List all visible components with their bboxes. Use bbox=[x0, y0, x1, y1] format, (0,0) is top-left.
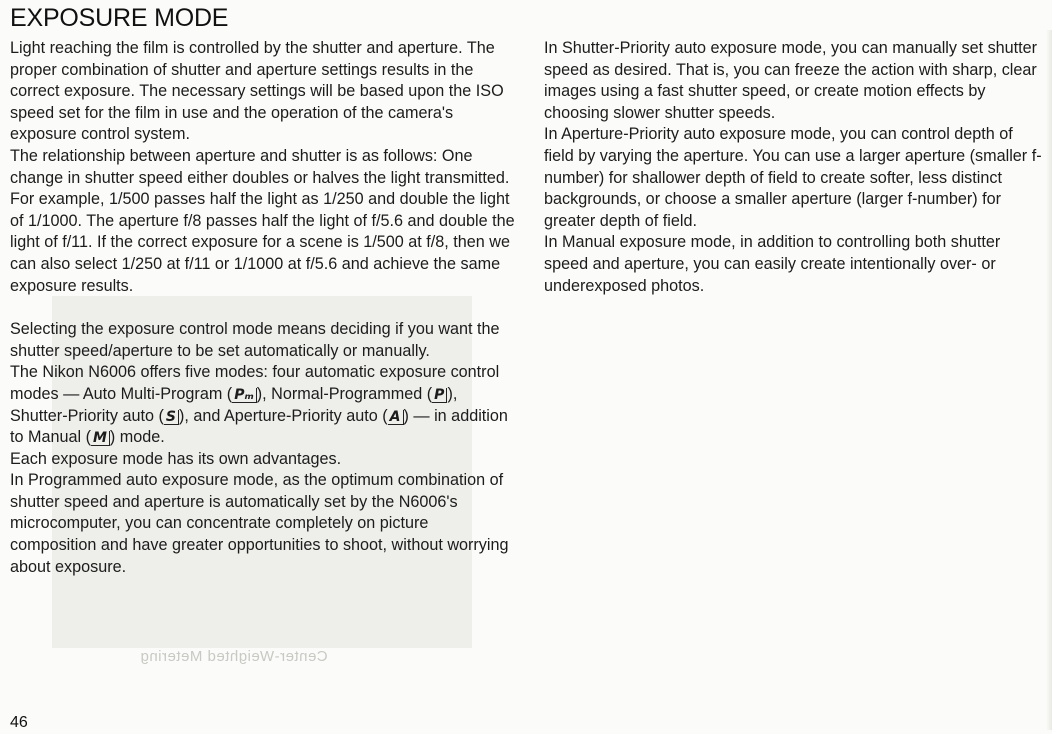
paragraph-manual-mode: In Manual exposure mode, in addition to controlling both shutter speed and aperture, you can easily create intentionally over- or underexposed photos. bbox=[544, 233, 1001, 295]
five-modes-text-c: ), Shutter-Priority auto ( bbox=[10, 384, 458, 425]
aperture-priority-icon: A bbox=[388, 410, 404, 425]
paragraph-programmed-mode: In Programmed auto exposure mode, as the optimum combination of shutter speed and aperture is automatically set by the N6006's microcomputer, you can concentrate completely on picture composition and have greater opportunities to shoot, without worrying about exposure. bbox=[10, 471, 509, 576]
paragraph-selecting-mode: Selecting the exposure control mode means deciding if you want the shutter speed/aperture to be set automatically or manually. bbox=[10, 320, 500, 360]
five-modes-text-a: The Nikon N6006 offers five modes: four automatic exposure control modes — Auto Multi-Program ( bbox=[10, 363, 500, 403]
manual-mode-icon: M bbox=[91, 431, 110, 446]
normal-program-icon: P bbox=[432, 388, 447, 403]
five-modes-text-b: ), Normal-Programmed ( bbox=[256, 384, 433, 403]
five-modes-text-f: ) mode. bbox=[109, 428, 165, 447]
paragraph-gap bbox=[10, 297, 515, 319]
page-title: EXPOSURE MODE bbox=[10, 4, 229, 32]
paragraph-aperture-shutter-relationship: The relationship between aperture and shutter is as follows: One change in shutter speed either doubles or halves the light transmitted. For example, 1/500 passes half the light as 1/250 and double the light of 1/1000. The aperture f/8 passes half the light of f/5.6 and double the light of f/11. If the correct exposure for a scene is 1/500 at f/8, then we can also select 1/250 at f/11 or 1/1000 at f/5.6 and achieve the same exposure results. bbox=[10, 146, 515, 295]
left-column bbox=[10, 38, 515, 578]
auto-multi-program-icon: Pₘ bbox=[232, 388, 257, 403]
right-column bbox=[544, 38, 1046, 297]
page-number: 46 bbox=[10, 714, 28, 731]
bleed-through-text: Center-Weighted Metering bbox=[140, 648, 328, 665]
shutter-priority-icon: S bbox=[164, 410, 179, 425]
paragraph-five-modes bbox=[10, 362, 515, 448]
five-modes-text-d: ), and Aperture-Priority auto ( bbox=[178, 406, 388, 425]
five-modes-text-e: ) — in addition to Manual ( bbox=[10, 406, 508, 447]
page-edge bbox=[1046, 30, 1052, 730]
paragraph-film-light: Light reaching the film is controlled by the shutter and aperture. The proper combination of shutter and aperture settings results in the correct exposure. The necessary settings will be based upon the ISO speed set for the film in use and the operation of the camera's exposure control system. bbox=[10, 39, 504, 144]
paragraph-shutter-priority: In Shutter-Priority auto exposure mode, you can manually set shutter speed as desired. That is, you can freeze the action with sharp, clear images using a fast shutter speed, or create motion effects by choosing slower shutter speeds. bbox=[544, 39, 1038, 122]
paragraph-aperture-priority: In Aperture-Priority auto exposure mode, you can control depth of field by varying the aperture. You can use a larger aperture (smaller f-number) for shallower depth of field to create softer, less distinct backgrounds, or choose a smaller aperture (larger f-number) for greater depth of field. bbox=[544, 125, 1042, 230]
paragraph-advantages: Each exposure mode has its own advantages. bbox=[10, 449, 342, 468]
